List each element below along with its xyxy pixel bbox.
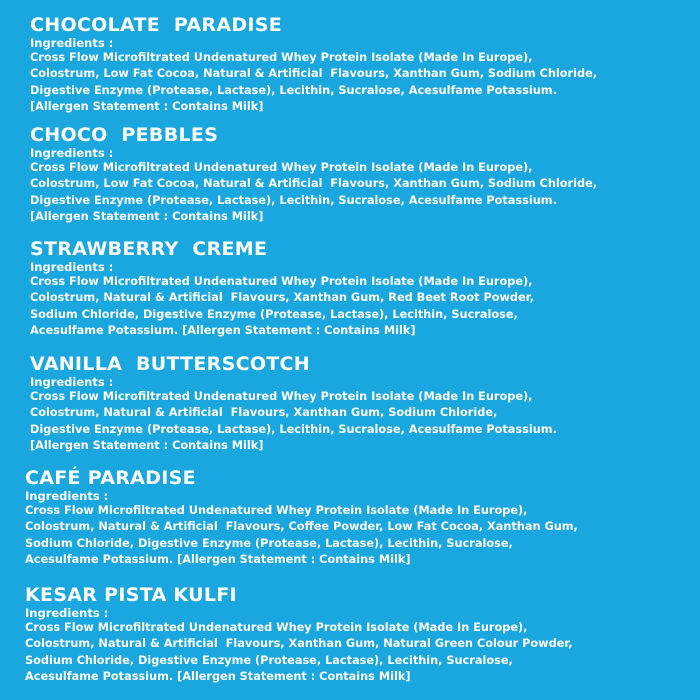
flavour-title: CHOCOLATE PARADISE <box>30 14 283 36</box>
ingredients-line: Colostrum, Natural & Artificial Flavours, Coffee Powder, Low Fat Cocoa, Xanthan Gum, <box>25 520 578 534</box>
ingredients-line: Acesulfame Potassium. [Allergen Statement : Contains Milk] <box>25 552 411 566</box>
ingredients-line: Digestive Enzyme (Protease, Lactase), Lecithin, Sucralose, Acesulfame Potassium. <box>30 83 557 97</box>
ingredients-line: Colostrum, Natural & Artificial Flavours, Xanthan Gum, Red Beet Root Powder, <box>30 291 534 305</box>
ingredients-line: Cross Flow Microfiltrated Undenatured Whey Protein Isolate (Made In Europe), <box>30 390 533 403</box>
flavour-title: STRAWBERRY CREME <box>30 238 268 260</box>
flavour-title: CAFÉ PARADISE <box>25 467 196 489</box>
ingredients-line: Colostrum, Low Fat Cocoa, Natural & Artificial Flavours, Xanthan Gum, Sodium Chloride, <box>30 177 597 191</box>
ingredients-line: Sodium Chloride, Digestive Enzyme (Protease, Lactase), Lecithin, Sucralose, <box>25 536 513 550</box>
ingredients-line: Cross Flow Microfiltrated Undenatured Whey Protein Isolate (Made In Europe), <box>25 504 528 517</box>
ingredients-line: Cross Flow Microfiltrated Undenatured Whey Protein Isolate (Made In Europe), <box>30 161 533 174</box>
ingredients-line: Colostrum, Natural & Artificial Flavours, Xanthan Gum, Natural Green Colour Powder, <box>25 637 573 651</box>
ingredients-line: Sodium Chloride, Digestive Enzyme (Protease, Lactase), Lecithin, Sucralose, <box>30 307 518 321</box>
ingredients-line: Sodium Chloride, Digestive Enzyme (Protease, Lactase), Lecithin, Sucralose, <box>25 653 513 667</box>
ingredients-line: Digestive Enzyme (Protease, Lactase), Lecithin, Sucralose, Acesulfame Potassium. <box>30 422 557 436</box>
flavour-section-choco-pebbles <box>30 124 597 225</box>
flavour-section-cafe-paradise <box>25 467 578 568</box>
flavour-section-chocolate-paradise <box>30 14 597 115</box>
ingredients-line: Digestive Enzyme (Protease, Lactase), Lecithin, Sucralose, Acesulfame Potassium. <box>30 193 557 207</box>
flavour-section-vanilla-butterscotch <box>30 353 557 454</box>
flavour-section-strawberry-creme <box>30 238 534 339</box>
ingredients-line: Cross Flow Microfiltrated Undenatured Whey Protein Isolate (Made In Europe), <box>30 51 533 64</box>
ingredients-label: Ingredients : <box>30 36 114 50</box>
ingredients-line: Cross Flow Microfiltrated Undenatured Whey Protein Isolate (Made In Europe), <box>25 621 528 634</box>
ingredients-line: Colostrum, Low Fat Cocoa, Natural & Artificial Flavours, Xanthan Gum, Sodium Chloride, <box>30 67 597 81</box>
ingredients-line: Cross Flow Microfiltrated Undenatured Whey Protein Isolate (Made In Europe), <box>30 275 533 288</box>
ingredients-label: Ingredients : <box>25 489 109 503</box>
ingredients-label: Ingredients : <box>30 375 114 389</box>
ingredients-label: Ingredients : <box>25 606 109 620</box>
ingredients-label: Ingredients : <box>30 146 114 160</box>
flavour-title: CHOCO PEBBLES <box>30 124 219 146</box>
flavour-title: KESAR PISTA KULFI <box>25 584 237 606</box>
ingredients-label: Ingredients : <box>30 260 114 274</box>
ingredients-line: Colostrum, Natural & Artificial Flavours, Xanthan Gum, Sodium Chloride, <box>30 406 498 420</box>
ingredients-line: [Allergen Statement : Contains Milk] <box>30 438 264 452</box>
flavour-title: VANILLA BUTTERSCOTCH <box>30 353 310 375</box>
ingredients-line: Acesulfame Potassium. [Allergen Statement : Contains Milk] <box>30 323 416 337</box>
ingredients-line: Acesulfame Potassium. [Allergen Statement : Contains Milk] <box>25 669 411 683</box>
ingredients-line: [Allergen Statement : Contains Milk] <box>30 99 264 113</box>
ingredients-line: [Allergen Statement : Contains Milk] <box>30 209 264 223</box>
flavour-section-kesar-pista-kulfi <box>25 584 573 685</box>
